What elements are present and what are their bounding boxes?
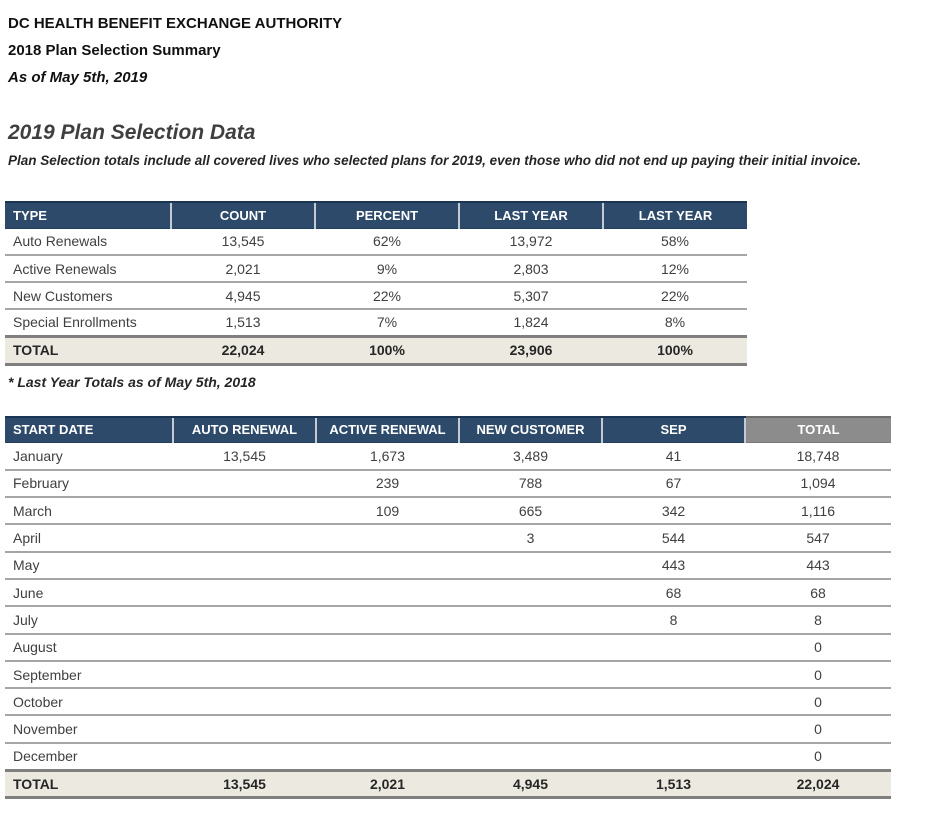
cell: 13,545 xyxy=(173,770,316,797)
column-header-active-renewal: ACTIVE RENEWAL xyxy=(316,417,459,443)
cell xyxy=(602,715,745,742)
column-header-sep: SEP xyxy=(602,417,745,443)
cell: 239 xyxy=(316,470,459,497)
cell: 342 xyxy=(602,497,745,524)
cell xyxy=(316,743,459,770)
table-row xyxy=(5,524,891,551)
cell: 0 xyxy=(745,715,891,742)
cell: 68 xyxy=(745,579,891,606)
cell xyxy=(316,688,459,715)
column-header-last-year: LAST YEAR xyxy=(459,202,603,228)
cell: 1,824 xyxy=(459,309,603,336)
table-row xyxy=(5,470,891,497)
row-label: December xyxy=(5,743,173,770)
report-as-of-date: As of May 5th, 2019 xyxy=(8,69,148,86)
cell xyxy=(316,579,459,606)
cell: 9% xyxy=(315,255,459,282)
cell: 13,545 xyxy=(171,228,315,255)
cell xyxy=(602,661,745,688)
cell: 8 xyxy=(745,606,891,633)
table-row xyxy=(5,255,747,282)
section-heading: 2019 Plan Selection Data xyxy=(8,121,256,144)
plan-selection-summary-table xyxy=(5,201,747,366)
cell xyxy=(316,606,459,633)
table-row xyxy=(5,661,891,688)
cell: 4,945 xyxy=(459,770,602,797)
cell xyxy=(173,661,316,688)
report-title: DC HEALTH BENEFIT EXCHANGE AUTHORITY xyxy=(8,15,343,32)
cell: 23,906 xyxy=(459,336,603,364)
cell xyxy=(602,743,745,770)
table-row xyxy=(5,309,747,336)
cell: 0 xyxy=(745,743,891,770)
table-row xyxy=(5,715,891,742)
report-subtitle: 2018 Plan Selection Summary xyxy=(8,42,221,59)
column-header-auto-renewal: AUTO RENEWAL xyxy=(173,417,316,443)
row-label: November xyxy=(5,715,173,742)
row-label: July xyxy=(5,606,173,633)
cell: 22,024 xyxy=(171,336,315,364)
cell: 1,513 xyxy=(171,309,315,336)
cell: 3,489 xyxy=(459,443,602,470)
cell: 0 xyxy=(745,661,891,688)
row-label: October xyxy=(5,688,173,715)
cell: 1,673 xyxy=(316,443,459,470)
cell: 109 xyxy=(316,497,459,524)
cell: 443 xyxy=(745,552,891,579)
row-label: TOTAL xyxy=(5,336,171,364)
cell: 547 xyxy=(745,524,891,551)
cell: 788 xyxy=(459,470,602,497)
row-label: Auto Renewals xyxy=(5,228,171,255)
table-row xyxy=(5,688,891,715)
cell: 62% xyxy=(315,228,459,255)
row-label: Special Enrollments xyxy=(5,309,171,336)
cell: 100% xyxy=(315,336,459,364)
cell xyxy=(173,524,316,551)
cell: 1,513 xyxy=(602,770,745,797)
cell: 22% xyxy=(603,282,747,309)
cell: 1,116 xyxy=(745,497,891,524)
table-row xyxy=(5,743,891,770)
table-row xyxy=(5,579,891,606)
cell: 22,024 xyxy=(745,770,891,797)
cell: 67 xyxy=(602,470,745,497)
cell xyxy=(459,743,602,770)
row-label: September xyxy=(5,661,173,688)
row-label: TOTAL xyxy=(5,770,173,797)
column-header-percent: PERCENT xyxy=(315,202,459,228)
header-row xyxy=(5,417,891,443)
cell xyxy=(459,715,602,742)
row-label: May xyxy=(5,552,173,579)
cell: 665 xyxy=(459,497,602,524)
cell: 13,972 xyxy=(459,228,603,255)
header-row xyxy=(5,202,747,228)
cell: 2,021 xyxy=(316,770,459,797)
row-label: January xyxy=(5,443,173,470)
cell xyxy=(459,579,602,606)
row-label: April xyxy=(5,524,173,551)
table-row xyxy=(5,282,747,309)
row-label: February xyxy=(5,470,173,497)
total-row xyxy=(5,770,891,797)
cell xyxy=(173,715,316,742)
cell xyxy=(459,634,602,661)
column-header-new-customer: NEW CUSTOMER xyxy=(459,417,602,443)
cell: 2,803 xyxy=(459,255,603,282)
cell: 4,945 xyxy=(171,282,315,309)
cell xyxy=(459,661,602,688)
cell xyxy=(173,497,316,524)
cell xyxy=(316,634,459,661)
column-header-count: COUNT xyxy=(171,202,315,228)
cell: 443 xyxy=(602,552,745,579)
cell xyxy=(602,634,745,661)
cell xyxy=(173,634,316,661)
cell: 544 xyxy=(602,524,745,551)
cell: 3 xyxy=(459,524,602,551)
row-label: June xyxy=(5,579,173,606)
table-row xyxy=(5,228,747,255)
column-header-start-date: START DATE xyxy=(5,417,173,443)
cell xyxy=(459,606,602,633)
cell: 7% xyxy=(315,309,459,336)
cell: 0 xyxy=(745,634,891,661)
cell xyxy=(316,524,459,551)
table-row xyxy=(5,443,891,470)
cell: 13,545 xyxy=(173,443,316,470)
cell: 68 xyxy=(602,579,745,606)
table-row xyxy=(5,552,891,579)
table-row xyxy=(5,606,891,633)
cell xyxy=(316,552,459,579)
cell xyxy=(173,552,316,579)
cell xyxy=(316,715,459,742)
cell: 8% xyxy=(603,309,747,336)
cell xyxy=(173,606,316,633)
table-row xyxy=(5,497,891,524)
cell xyxy=(173,743,316,770)
cell xyxy=(173,579,316,606)
column-header-type: TYPE xyxy=(5,202,171,228)
column-header-total: TOTAL xyxy=(745,417,891,443)
cell: 22% xyxy=(315,282,459,309)
cell: 5,307 xyxy=(459,282,603,309)
cell: 8 xyxy=(602,606,745,633)
table-row xyxy=(5,634,891,661)
last-year-footnote: * Last Year Totals as of May 5th, 2018 xyxy=(8,373,256,390)
monthly-start-date-table xyxy=(5,416,891,799)
cell xyxy=(173,470,316,497)
row-label: New Customers xyxy=(5,282,171,309)
cell xyxy=(459,688,602,715)
total-row xyxy=(5,336,747,364)
cell xyxy=(173,688,316,715)
cell: 12% xyxy=(603,255,747,282)
cell: 41 xyxy=(602,443,745,470)
report-header xyxy=(8,10,944,91)
column-header-last-year: LAST YEAR xyxy=(603,202,747,228)
cell xyxy=(316,661,459,688)
cell xyxy=(602,688,745,715)
cell: 2,021 xyxy=(171,255,315,282)
cell: 0 xyxy=(745,688,891,715)
cell: 100% xyxy=(603,336,747,364)
cell: 1,094 xyxy=(745,470,891,497)
cell xyxy=(459,552,602,579)
cell: 58% xyxy=(603,228,747,255)
row-label: Active Renewals xyxy=(5,255,171,282)
row-label: March xyxy=(5,497,173,524)
cell: 18,748 xyxy=(745,443,891,470)
section-note: Plan Selection totals include all covered lives who selected plans for 2019, even those who did not end up paying their initial invoice. xyxy=(8,153,861,168)
row-label: August xyxy=(5,634,173,661)
